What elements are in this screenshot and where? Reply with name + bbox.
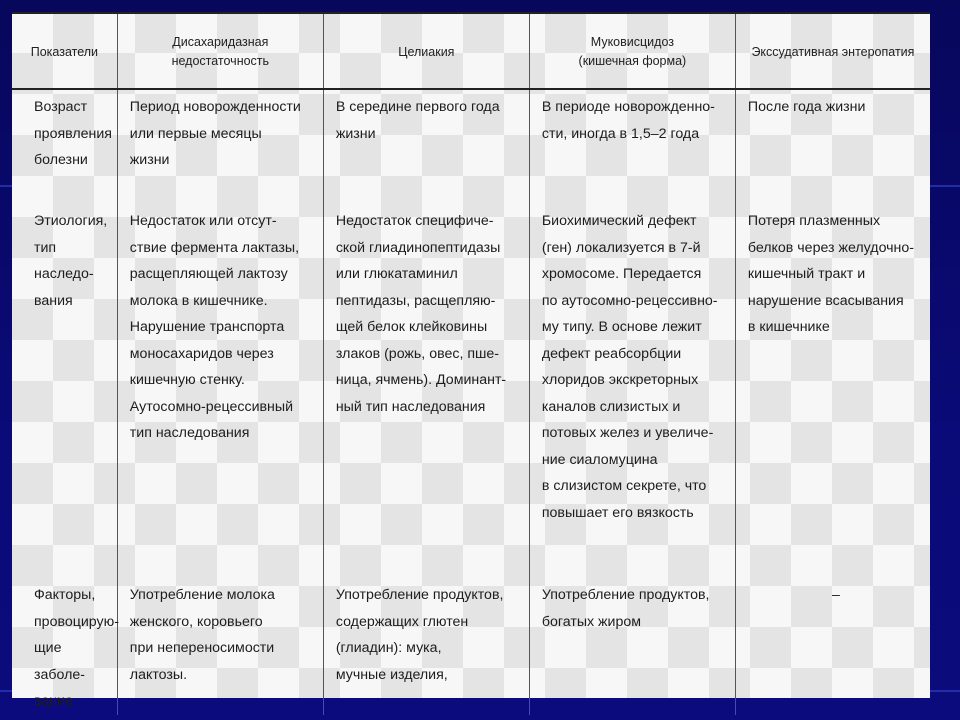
table-row (12, 578, 930, 715)
table-cell: В периоде новорожденно- сти, иногда в 1,5–2 года (529, 89, 735, 204)
header-indicators: Показатели (12, 13, 117, 89)
header-cystic-fibrosis: Муковисцидоз (кишечная форма) (529, 13, 735, 89)
scanned-table-page (12, 12, 930, 709)
row-label-factors: Факторы, провоцирую- щие заболе- вание (34, 587, 119, 709)
disease-comparison-table (12, 12, 930, 715)
table-cell: Употребление продуктов, богатых жиром (529, 578, 735, 715)
table-cell: Биохимический дефект (ген) локализуется в 7-й хромосоме. Передается по аутосомно-рецессивно- му типу. В основе лежит дефект реабсорбции хлоридов экскреторных каналов слизистых и потовых желез и увеличе- ние сиаломуцина в слизистом секрете, что повышает его вязкость (529, 204, 735, 578)
table-cell: Период новорожденности или первые месяцы жизни (117, 89, 323, 204)
table-header-row (12, 13, 930, 89)
table-row (12, 204, 930, 578)
table-cell: Недостаток или отсут- ствие фермента лактазы, расщепляющей лактозу молока в кишечнике. Нарушение транспорта моносахаридов через кишечную стенку. Аутосомно-рецессивный тип наследования (117, 204, 323, 578)
header-exudative-enteropathy: Экссудативная энтеропатия (735, 13, 930, 89)
row-label-age: Возраст проявления болезни (34, 99, 112, 168)
table-row (12, 89, 930, 204)
row-label-etiology: Этиология, тип наследо- вания (34, 213, 108, 309)
table-cell: В середине первого года жизни (323, 89, 529, 204)
table-cell: – (735, 578, 930, 715)
table-cell: Употребление продуктов, содержащих глютен (глиадин): мука, мучные изделия, (323, 578, 529, 715)
table-cell: Недостаток специфиче- ской глиадинопептидазы или глюкатаминил пептидазы, расщепляю- щей белок клейковины злаков (рожь, овес, пше- ница, ячмень). Доминант- ный тип наследования (323, 204, 529, 578)
header-disaccharidase-deficiency: Дисахаридазная недостаточность (117, 13, 323, 89)
table-cell: После года жизни (735, 89, 930, 204)
header-celiac-disease: Целиакия (323, 13, 529, 89)
table-cell: Потеря плазменных белков через желудочно- кишечный тракт и нарушение всасывания в кишечнике (735, 204, 930, 578)
table-cell: Употребление молока женского, коровьего при непереносимости лактозы. (117, 578, 323, 715)
